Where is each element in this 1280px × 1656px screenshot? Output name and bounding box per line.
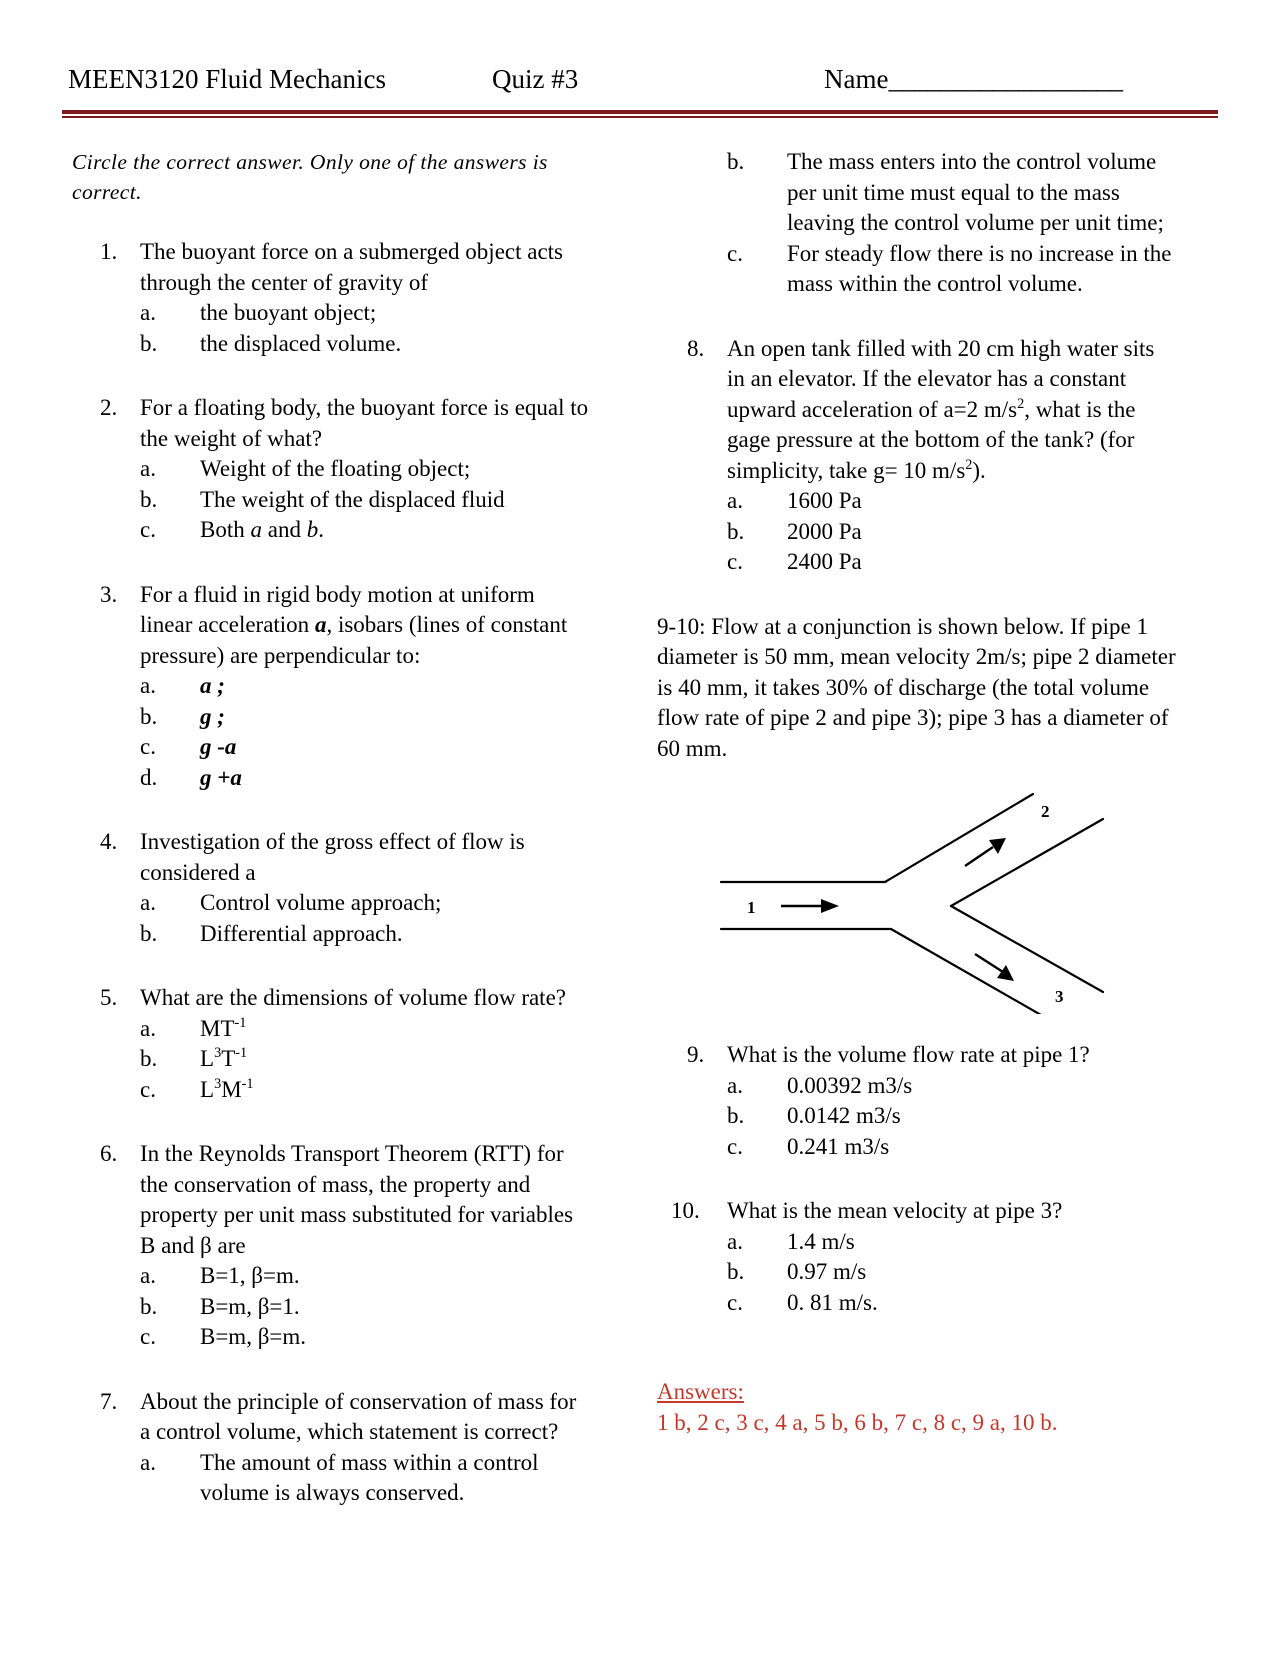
option-text: 1600 Pa bbox=[787, 488, 862, 513]
header-divider-thick bbox=[62, 110, 1218, 114]
option-a[interactable] bbox=[727, 1227, 1176, 1258]
option-c[interactable] bbox=[727, 239, 1176, 300]
option-list bbox=[727, 1227, 1176, 1319]
option-letter: c. bbox=[140, 517, 156, 542]
option-a[interactable] bbox=[727, 1071, 1176, 1102]
question-9 bbox=[649, 1040, 1176, 1162]
stem-part-3: ). bbox=[972, 457, 986, 483]
question-number: 1. bbox=[100, 239, 118, 264]
option-list bbox=[140, 1448, 589, 1509]
body-columns bbox=[62, 147, 1218, 1509]
pipe-3-inner-wall bbox=[951, 906, 1103, 992]
question-stem bbox=[727, 334, 1176, 487]
option-text bbox=[200, 1075, 589, 1106]
option-text: 0. 81 m/s. bbox=[787, 1289, 878, 1315]
option-text: Differential approach. bbox=[200, 920, 403, 946]
option-a[interactable] bbox=[140, 1261, 589, 1292]
question-5 bbox=[62, 983, 589, 1105]
question-stem: What are the dimensions of volume flow rate? bbox=[140, 985, 566, 1010]
option-b[interactable] bbox=[140, 329, 589, 360]
option-letter: b. bbox=[727, 149, 745, 174]
question-stem bbox=[140, 580, 589, 672]
dimension-exponent-1: 3 bbox=[214, 1045, 222, 1062]
dimension-base-2: T bbox=[221, 1046, 236, 1071]
flow-arrow-2 bbox=[965, 838, 1006, 866]
option-text: B=m, β=1. bbox=[200, 1293, 300, 1319]
option-b[interactable] bbox=[140, 1044, 589, 1075]
option-a[interactable] bbox=[140, 1448, 589, 1509]
option-text bbox=[200, 1044, 589, 1075]
quiz-title: Quiz #3 bbox=[492, 64, 579, 94]
option-letter: a. bbox=[140, 300, 156, 325]
option-text: 0.00392 m3/s bbox=[787, 1072, 913, 1098]
answer-key-title: Answers: bbox=[657, 1379, 744, 1404]
option-b[interactable] bbox=[140, 485, 589, 516]
answer-key bbox=[657, 1376, 1176, 1438]
header-divider bbox=[62, 110, 1218, 119]
option-text: g +a bbox=[200, 764, 242, 790]
question-7 bbox=[62, 1387, 589, 1509]
option-text: the displaced volume. bbox=[200, 330, 402, 356]
italic-b: b bbox=[306, 517, 319, 542]
option-letter: c. bbox=[140, 1076, 156, 1102]
stem-part-2: , what is the gage pressure at the bottom of the tank? (for simplicity, take g= 10 m/s bbox=[727, 396, 1136, 483]
option-c[interactable] bbox=[140, 1075, 589, 1106]
flow-arrow-1 bbox=[781, 899, 839, 913]
pipe-2-outer-wall bbox=[885, 794, 1033, 882]
option-text: the buoyant object; bbox=[200, 300, 377, 325]
option-letter: a. bbox=[727, 1072, 743, 1098]
option-letter: d. bbox=[140, 764, 158, 790]
option-a[interactable] bbox=[140, 671, 589, 702]
dimension-exponent-1: 3 bbox=[214, 1075, 222, 1092]
option-list bbox=[140, 671, 589, 793]
option-text: Control volume approach; bbox=[200, 890, 442, 915]
option-text: Weight of the floating object; bbox=[200, 456, 471, 481]
option-list bbox=[140, 298, 589, 359]
option-letter: b. bbox=[727, 518, 745, 544]
unit-exponent-1: 2 bbox=[1017, 395, 1025, 412]
pipe-2-label: 2 bbox=[1040, 802, 1049, 821]
option-text: 0.241 m3/s bbox=[787, 1133, 890, 1159]
option-letter: a. bbox=[140, 1263, 156, 1288]
pipe-junction-diagram bbox=[649, 784, 1176, 1014]
question-stem: About the principle of conservation of mass for a control volume, which statement is correct? bbox=[140, 1388, 577, 1444]
right-column bbox=[649, 147, 1176, 1509]
option-a[interactable] bbox=[727, 486, 1176, 517]
option-letter: c. bbox=[727, 240, 743, 266]
option-letter: b. bbox=[140, 1293, 158, 1319]
option-list bbox=[140, 1014, 589, 1106]
option-text: 0.97 m/s bbox=[787, 1259, 867, 1284]
option-c[interactable] bbox=[140, 732, 589, 763]
option-text: The mass enters into the control volume per unit time must equal to the mass leaving the control volume per unit time; bbox=[787, 149, 1164, 235]
option-letter: c. bbox=[727, 1133, 743, 1159]
option-b[interactable] bbox=[140, 1292, 589, 1323]
dimension-base: MT bbox=[200, 1015, 235, 1041]
questions-9-10-preamble: 9-10: Flow at a conjunction is shown below. If pipe 1 diameter is 50 mm, mean velocity 2m/s; pipe 2 diameter is 40 mm, it takes 30% of discharge (the total volume flow rate of pipe 2 and pipe 3); pipe 3 has a diameter of 60 mm. bbox=[657, 613, 1176, 761]
page-header bbox=[62, 62, 1218, 108]
option-text: 2400 Pa bbox=[787, 549, 862, 574]
option-text: B=1, β=m. bbox=[200, 1263, 300, 1288]
dimension-exponent-2: -1 bbox=[235, 1045, 248, 1062]
option-text: Both a and b. bbox=[200, 517, 324, 542]
stem-part-1: For a fluid in rigid body motion at uniform linear acceleration bbox=[140, 581, 535, 637]
name-field-label bbox=[824, 62, 1122, 96]
stem-part-2: , isobars (lines of constant pressure) are perpendicular to: bbox=[140, 612, 568, 668]
option-letter: a. bbox=[727, 488, 743, 513]
option-c[interactable] bbox=[140, 1322, 589, 1353]
option-c[interactable] bbox=[727, 547, 1176, 578]
question-stem: What is the volume flow rate at pipe 1? bbox=[727, 1042, 1090, 1067]
option-a[interactable] bbox=[140, 298, 589, 329]
option-b[interactable] bbox=[727, 517, 1176, 548]
option-text: The amount of mass within a control volume is always conserved. bbox=[200, 1449, 539, 1505]
header-divider-thin bbox=[62, 116, 1218, 118]
option-d[interactable] bbox=[140, 763, 589, 794]
option-letter: c. bbox=[140, 1324, 156, 1349]
option-list bbox=[727, 147, 1176, 300]
option-letter: a. bbox=[727, 1228, 743, 1254]
dimension-base-2: M bbox=[221, 1076, 242, 1102]
question-stem: Investigation of the gross effect of flow is considered a bbox=[140, 829, 525, 885]
question-6 bbox=[62, 1139, 589, 1353]
dimension-base: L bbox=[200, 1076, 215, 1102]
left-column bbox=[62, 147, 589, 1509]
option-text: 1.4 m/s bbox=[787, 1228, 855, 1254]
option-list bbox=[140, 1261, 589, 1353]
option-list bbox=[140, 888, 589, 949]
name-label-text: Name bbox=[824, 64, 889, 94]
option-text: 2000 Pa bbox=[787, 518, 862, 544]
option-text bbox=[200, 1014, 589, 1045]
question-stem: In the Reynolds Transport Theorem (RTT) for the conservation of mass, the property and property per unit mass substituted for variables B and β are bbox=[140, 1141, 574, 1258]
question-1 bbox=[62, 237, 589, 359]
dimension-exponent-2: -1 bbox=[241, 1075, 254, 1092]
option-a[interactable] bbox=[140, 1014, 589, 1045]
option-text: B=m, β=m. bbox=[200, 1324, 307, 1349]
pipe-3-label: 3 bbox=[1054, 987, 1063, 1006]
option-letter: c. bbox=[727, 549, 743, 574]
question-8 bbox=[649, 334, 1176, 578]
question-stem: For a floating body, the buoyant force is equal to the weight of what? bbox=[140, 395, 589, 451]
question-number: 2. bbox=[100, 395, 118, 420]
option-text: For steady flow there is no increase in the mass within the control volume. bbox=[787, 240, 1172, 296]
question-4 bbox=[62, 827, 589, 949]
answer-key-list: 1 b, 2 c, 3 c, 4 a, 5 b, 6 b, 7 c, 8 c, 9 a, 10 b. bbox=[657, 1410, 1058, 1435]
dimension-exponent: -1 bbox=[234, 1014, 247, 1031]
question-stem: The buoyant force on a submerged object acts through the center of gravity of bbox=[140, 239, 564, 295]
question-number: 3. bbox=[100, 581, 118, 607]
option-letter: a. bbox=[140, 890, 156, 915]
option-b[interactable] bbox=[727, 147, 1176, 239]
question-number: 9. bbox=[687, 1042, 705, 1067]
vector-a: a bbox=[314, 612, 327, 637]
option-c[interactable] bbox=[727, 1132, 1176, 1163]
option-c[interactable] bbox=[140, 515, 589, 546]
option-b[interactable] bbox=[140, 702, 589, 733]
option-a[interactable] bbox=[140, 454, 589, 485]
option-letter: c. bbox=[140, 734, 156, 759]
option-a[interactable] bbox=[140, 888, 589, 919]
option-b[interactable] bbox=[727, 1101, 1176, 1132]
option-text: 0.0142 m3/s bbox=[787, 1103, 901, 1128]
question-number: 10. bbox=[671, 1198, 700, 1223]
question-number: 4. bbox=[100, 829, 118, 854]
option-b[interactable] bbox=[727, 1257, 1176, 1288]
option-text: g -a bbox=[200, 734, 237, 759]
pipe-2-inner-wall bbox=[951, 819, 1103, 906]
question-7-continued bbox=[649, 147, 1176, 300]
option-letter: a. bbox=[140, 1449, 156, 1475]
instructions: Circle the correct answer. Only one of the answers is correct. bbox=[72, 150, 548, 204]
option-letter: b. bbox=[727, 1259, 745, 1284]
option-list bbox=[727, 1071, 1176, 1163]
option-letter: b. bbox=[140, 920, 158, 946]
option-letter: b. bbox=[140, 330, 158, 356]
question-number: 7. bbox=[100, 1388, 118, 1414]
course-title: MEEN3120 Fluid Mechanics bbox=[68, 64, 386, 94]
pipe-1-label: 1 bbox=[746, 898, 755, 917]
option-letter: a. bbox=[140, 1015, 156, 1041]
pipe-3-outer-wall bbox=[891, 929, 1048, 1014]
option-letter: a. bbox=[140, 673, 156, 698]
question-number: 8. bbox=[687, 335, 705, 361]
option-letter: b. bbox=[140, 486, 158, 512]
option-list bbox=[727, 486, 1176, 578]
question-2 bbox=[62, 393, 589, 546]
question-stem: What is the mean velocity at pipe 3? bbox=[727, 1198, 1063, 1223]
italic-a: a bbox=[250, 517, 262, 542]
flow-arrow-3 bbox=[975, 954, 1014, 981]
option-letter: b. bbox=[727, 1103, 745, 1128]
option-letter: b. bbox=[140, 703, 158, 729]
stem-part-1: An open tank filled with 20 cm high water sits in an elevator. If the elevator has a constant upward acceleration of a=2 m/s bbox=[727, 335, 1155, 422]
option-letter: b. bbox=[140, 1046, 158, 1071]
option-list bbox=[140, 454, 589, 546]
option-text: The weight of the displaced fluid bbox=[200, 486, 505, 512]
question-number: 6. bbox=[100, 1141, 118, 1166]
question-number: 5. bbox=[100, 985, 118, 1010]
question-10 bbox=[649, 1196, 1176, 1318]
option-c[interactable] bbox=[727, 1288, 1176, 1319]
unit-exponent-2: 2 bbox=[965, 456, 973, 473]
option-text: g ; bbox=[200, 703, 225, 729]
option-letter: a. bbox=[140, 456, 156, 481]
dimension-base: L bbox=[200, 1046, 215, 1071]
option-letter: c. bbox=[727, 1289, 743, 1315]
option-text: a ; bbox=[200, 673, 225, 698]
question-3 bbox=[62, 580, 589, 794]
option-b[interactable] bbox=[140, 919, 589, 950]
name-blank-line: __________________ bbox=[888, 64, 1123, 94]
pipe-junction-svg bbox=[703, 784, 1123, 1014]
